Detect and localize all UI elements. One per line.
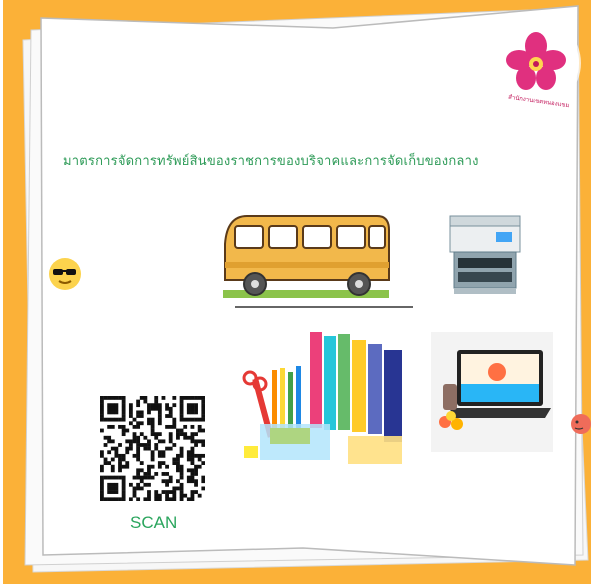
poster xyxy=(3,0,591,584)
qr-code-pattern xyxy=(100,396,205,501)
logo-caption: สำนักงานเขตหนองแขม xyxy=(507,93,570,110)
orchid-logo-icon xyxy=(493,20,579,106)
page-title: มาตรการจัดการทรัพย์สินของราชการของบริจาคและการจัดเก็บของกลาง xyxy=(63,154,479,169)
qr-code-icon xyxy=(100,396,205,501)
orchid-logo xyxy=(493,20,579,106)
photocopier-icon xyxy=(446,212,524,296)
van-icon xyxy=(217,210,395,302)
sunglasses-emoji-icon xyxy=(47,256,83,292)
red-emoji-icon xyxy=(569,410,591,438)
scan-label: SCAN xyxy=(130,513,178,532)
laptop-icon xyxy=(431,332,553,452)
stationery-icon xyxy=(240,328,416,468)
